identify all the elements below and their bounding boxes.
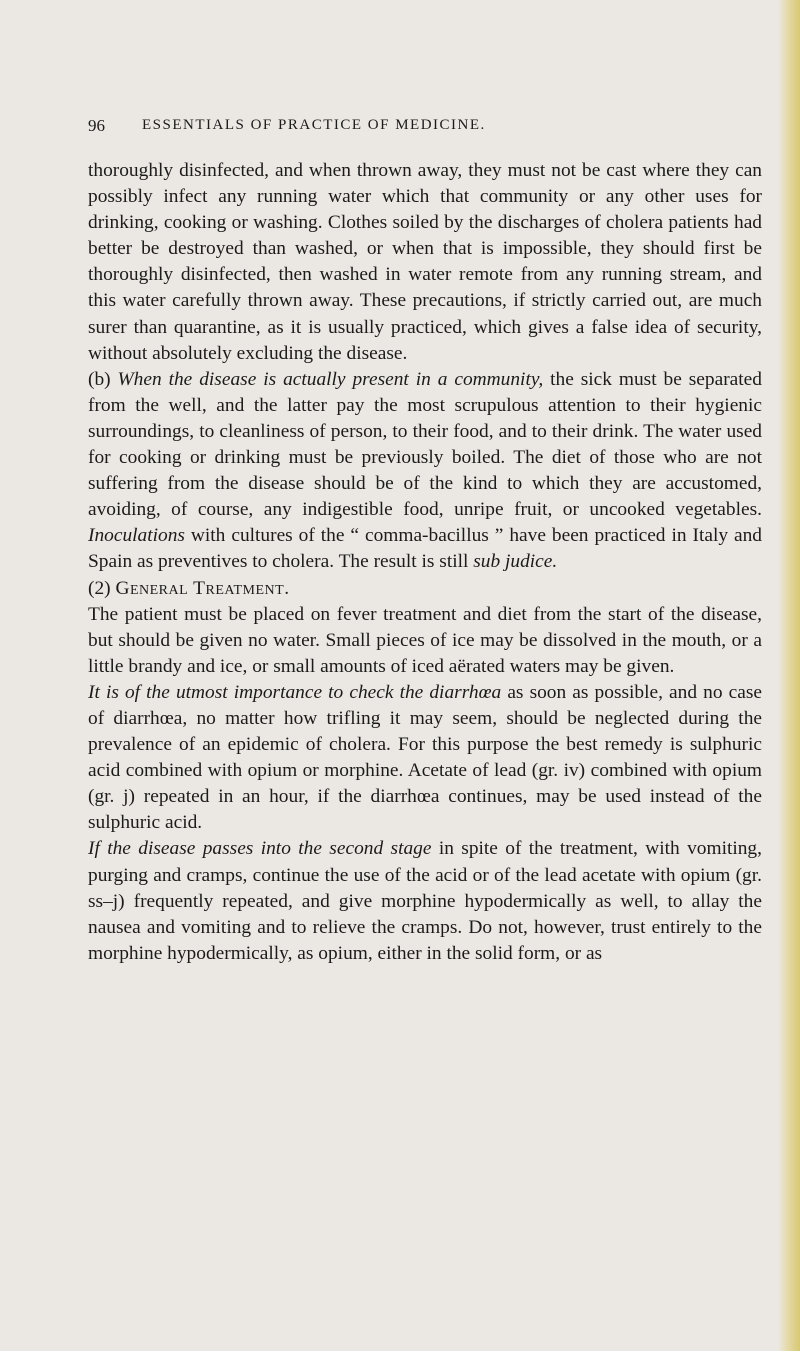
running-head: ESSENTIALS OF PRACTICE OF MEDICINE. (142, 117, 486, 133)
paragraph-2-text-2: with cultures of the “ comma-bacillus ” have been practiced in Italy and Spain as preventives to cholera. The result is still (88, 525, 762, 573)
paragraph-4: The patient must be placed on fever treatment and diet from the start of the disease, but should be given no water. Small pieces of ice may be dissolved in the mouth, or a little brandy and ice, or small amounts of iced aërated waters may be given. (88, 603, 762, 677)
paragraph-6-text: in spite of the treatment, with vomiting, purging and cramps, continue the use of the acid or of the lead acetate with opium (gr. ss–j) frequently repeated, and give morphine hypodermically as well, to allay the nausea and vomiting and to relieve the cramps. Do not, however, trust entirely to the morphine hypodermically, as opium, either in the solid form, or as (88, 838, 762, 964)
page-header (88, 116, 748, 138)
section-heading (88, 576, 762, 602)
paragraph-5-text: as soon as possible, and no case of diarrhœa, no matter how trifling it may seem, should be neglected during the prevalence of an epidemic of cholera. For this purpose the best remedy is sulphuric acid combined with opium or morphine. Acetate of lead (gr. iv) combined with opium (gr. j) repeated in an hour, if the diarrhœa continues, may be used instead of the sulphuric acid. (88, 681, 763, 834)
paragraph-6-italic: If the disease passes into the second stage (88, 838, 432, 860)
paragraph-5-italic: It is of the utmost importance to check the diarrhœa (88, 681, 502, 703)
paragraph-6 (88, 836, 762, 966)
paragraph-2-italic-sub-judice: sub judice. (473, 551, 558, 573)
paragraph-2-italic: When the disease is actually present in a community, (117, 368, 544, 390)
section-title: General Treatment. (115, 577, 290, 599)
page-body (88, 158, 762, 967)
paragraph-2 (88, 367, 762, 576)
section-number: (2) (88, 577, 116, 599)
paragraph-5 (88, 680, 762, 837)
paragraph-2-lead: (b) (88, 368, 118, 390)
paragraph-2-text: the sick must be separated from the well, and the latter pay the most scrupulous attention to their hygienic surroundings, to cleanliness of person, to their food, and to their drink. The water used for cooking or drinking must be previously boiled. The diet of those who are not suffering from the disease should be of the kind to which they are accustomed, avoiding, of course, any indigestible food, unripe fruit, or uncooked vegetables. (88, 368, 762, 521)
paragraph-2-italic-inoculations: Inoculations (88, 525, 185, 547)
paragraph-1: thoroughly disinfected, and when thrown away, they must not be cast where they can possibly infect any running water which that community or any other uses for drinking, cooking or washing. Clothes soiled by the discharges of cholera patients had better be destroyed than washed, or when that is impossible, they should first be thoroughly disinfected, then washed in water remote from any running stream, and this water carefully thrown away. These precautions, if strictly carried out, are much surer than quarantine, as it is usually practiced, which gives a false idea of security, without absolutely excluding the disease. (88, 160, 762, 364)
page-number: 96 (88, 116, 105, 135)
